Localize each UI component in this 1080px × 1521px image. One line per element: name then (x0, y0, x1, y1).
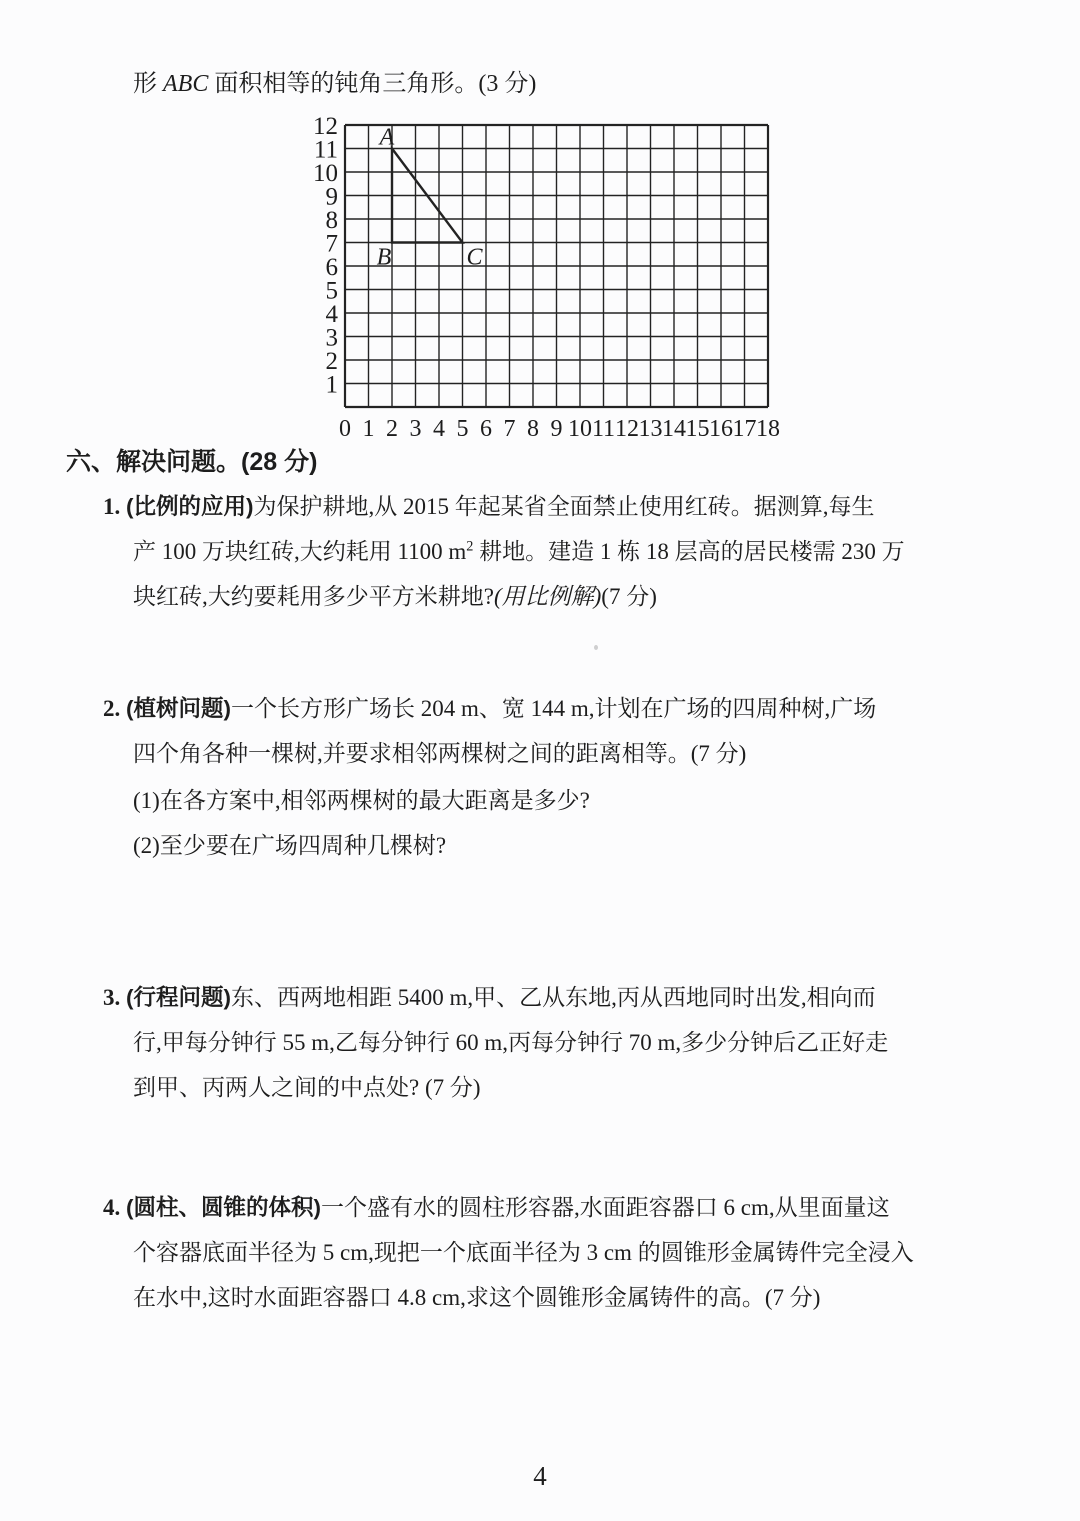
problem-4-line-1 (103, 1185, 914, 1230)
x-axis-tick-label: 1 (362, 416, 375, 442)
x-axis-tick-label: 5 (456, 416, 469, 442)
problem-2-subquestion-1 (133, 778, 876, 823)
problem-text: 一个长方形广场长 204 m、宽 144 m,计划在广场的四周种树,广场 (231, 696, 877, 721)
problem-number: 2. (103, 696, 121, 721)
problem-text: 四个角各种一棵树,并要求相邻两棵树之间的距离相等。(7 分) (133, 741, 747, 766)
x-axis-tick-label: 2 (386, 416, 398, 442)
problem-text: 产 100 万块红砖,大约耗用 1100 m (133, 539, 467, 564)
problem-2 (103, 686, 876, 868)
y-axis-tick-label: 11 (313, 136, 338, 164)
problem-1-line-2 (133, 529, 905, 574)
y-axis-tick-label: 7 (325, 230, 338, 258)
problem-3 (103, 975, 888, 1110)
problem-text: 在水中,这时水面距容器口 4.8 cm,求这个圆锥形金属铸件的高。(7 分) (133, 1285, 821, 1310)
problem-tag: (植树问题) (126, 696, 231, 721)
grid-plot-svg (295, 112, 795, 447)
intro-suffix: 面积相等的钝角三角形。(3 分) (208, 71, 537, 97)
problem-2-line-1 (103, 686, 876, 731)
x-axis-tick-label: 13 (638, 416, 663, 442)
problem-number: 1. (103, 494, 121, 519)
section-title: 六、解决问题。(28 分) (66, 448, 318, 476)
problem-2-line-2 (133, 731, 876, 776)
problem-4 (103, 1185, 914, 1320)
x-axis-tick-label: 3 (409, 416, 422, 442)
triangle-name: ABC (163, 71, 209, 97)
x-axis-tick-label: 8 (527, 416, 539, 442)
superscript-2: 2 (466, 538, 474, 555)
problem-4-line-2 (133, 1230, 914, 1275)
x-axis-tick-label: 11 (591, 416, 616, 442)
method-hint: (用比例解) (493, 584, 602, 609)
x-axis-tick-label: 6 (480, 416, 492, 442)
y-axis-tick-label: 2 (325, 348, 338, 375)
x-axis-tick-label: 10 (568, 416, 592, 442)
page-number: 4 (533, 1461, 547, 1491)
problem-number: 3. (103, 985, 121, 1010)
x-axis-tick-label: 4 (433, 416, 445, 442)
y-axis-tick-label: 1 (325, 371, 338, 399)
problem-3-line-1 (103, 975, 888, 1020)
problem-text: 一个盛有水的圆柱形容器,水面距容器口 6 cm,从里面量这 (321, 1195, 890, 1220)
y-axis-tick-label: 8 (325, 207, 338, 234)
problem-text: 块红砖,大约要耗用多少平方米耕地? (133, 584, 494, 609)
problem-text: 耕地。建造 1 栋 18 层高的居民楼需 230 万 (473, 539, 905, 564)
problem-1 (103, 484, 905, 619)
scan-artifact-dot (594, 645, 598, 650)
y-axis-tick-label: 5 (325, 277, 338, 305)
vertex-label-A: A (379, 124, 395, 151)
score-label: (7 分) (601, 584, 657, 609)
coordinate-grid-figure (295, 112, 795, 447)
problem-tag: (圆柱、圆锥的体积) (126, 1195, 321, 1220)
y-axis-tick-label: 6 (325, 254, 338, 281)
problem-text: 个容器底面半径为 5 cm,现把一个底面半径为 3 cm 的圆锥形金属铸件完全浸入 (133, 1240, 914, 1265)
y-axis-tick-label: 9 (325, 183, 338, 211)
subquestion-text: (1)在各方案中,相邻两棵树的最大距离是多少? (133, 788, 590, 813)
x-axis-tick-label: 17 (732, 416, 757, 442)
x-axis-tick-label: 7 (503, 416, 516, 442)
problem-number: 4. (103, 1195, 121, 1220)
problem-4-line-3 (133, 1275, 914, 1320)
problem-3-line-2 (133, 1020, 888, 1065)
problem-text: 东、西两地相距 5400 m,甲、乙从东地,丙从西地同时出发,相向而 (231, 985, 876, 1010)
problem-2-subquestion-2 (133, 823, 876, 868)
problem-text: 行,甲每分钟行 55 m,乙每分钟行 60 m,丙每分钟行 70 m,多少分钟后乙正好走 (133, 1030, 889, 1055)
problem-tag: (行程问题) (126, 985, 231, 1010)
x-axis-tick-label: 18 (756, 416, 780, 442)
problem-text: 为保护耕地,从 2015 年起某省全面禁止使用红砖。据测算,每生 (253, 494, 875, 519)
x-axis-tick-label: 0 (339, 416, 351, 442)
problem-tag: (比例的应用) (126, 494, 254, 519)
y-axis-tick-label: 3 (325, 324, 338, 352)
x-axis-tick-label: 15 (685, 416, 710, 442)
intro-prefix: 形 (133, 71, 163, 97)
intro-line (133, 64, 536, 104)
problem-1-line-1 (103, 484, 905, 529)
y-axis-tick-label: 10 (313, 160, 338, 187)
problem-1-line-3 (133, 574, 905, 619)
problem-text: 到甲、丙两人之间的中点处? (7 分) (133, 1075, 481, 1100)
x-axis-tick-label: 14 (662, 416, 686, 442)
vertex-label-B: B (376, 244, 392, 271)
y-axis-tick-label: 12 (313, 113, 338, 140)
x-axis-tick-label: 9 (550, 416, 563, 442)
subquestion-text: (2)至少要在广场四周种几棵树? (133, 833, 447, 858)
x-axis-tick-label: 12 (615, 416, 639, 442)
problem-3-line-3 (133, 1065, 888, 1110)
vertex-label-C: C (466, 244, 483, 271)
x-axis-tick-label: 16 (709, 416, 733, 442)
y-axis-tick-label: 4 (325, 301, 338, 328)
